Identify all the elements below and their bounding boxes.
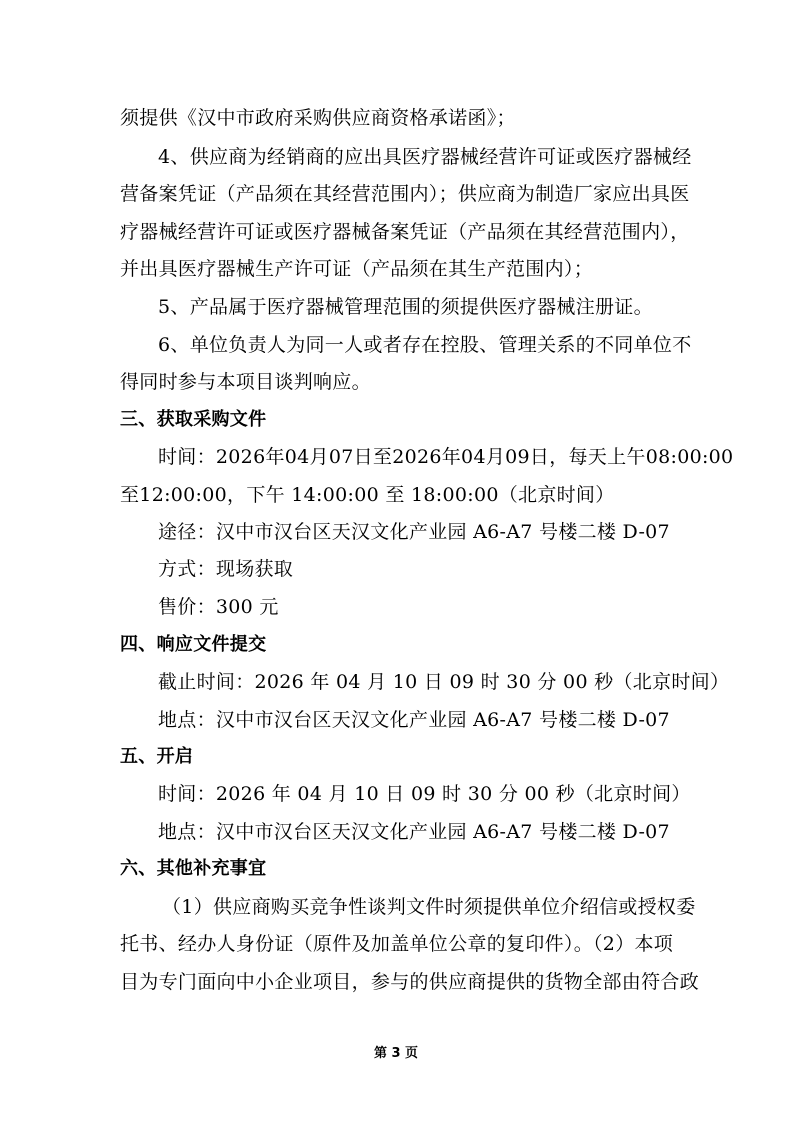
body-line: 疗器械经营许可证或医疗器械备案凭证（产品须在其经营范围内），: [120, 221, 690, 243]
section-heading-other-matters: 六、其他补充事宜: [120, 858, 267, 879]
obtain-method: 方式：现场获取: [158, 558, 294, 580]
obtain-route: 途径：汉中市汉台区天汉文化产业园 A6-A7 号楼二楼 D-07: [158, 521, 670, 543]
section-heading-obtain-documents: 三、获取采购文件: [120, 409, 267, 430]
page-number: 第 3 页: [373, 1046, 419, 1061]
other-matters-line: （1）供应商购买竞争性谈判文件时须提供单位介绍信或授权委: [162, 896, 696, 918]
body-line: 营备案凭证（产品须在其经营范围内）；供应商为制造厂家应出具医: [120, 183, 690, 205]
requirement-6-line: 6、单位负责人为同一人或者存在控股、管理关系的不同单位不: [158, 334, 692, 356]
obtain-time-line: 时间：2026年04月07日至2026年04月09日，每天上午08:00:00: [158, 446, 734, 468]
opening-location: 地点：汉中市汉台区天汉文化产业园 A6-A7 号楼二楼 D-07: [158, 821, 670, 843]
body-line: 得同时参与本项目谈判响应。: [120, 371, 371, 393]
other-matters-line: 目为专门面向中小企业项目，参与的供应商提供的货物全部由符合政: [120, 971, 700, 993]
document-price: 售价：300 元: [158, 596, 279, 618]
section-heading-opening: 五、开启: [120, 746, 194, 767]
section-heading-submission: 四、响应文件提交: [120, 634, 267, 655]
requirement-4-line: 4、供应商为经销商的应出具医疗器械经营许可证或医疗器械经: [158, 146, 692, 168]
other-matters-line: 托书、经办人身份证（原件及加盖单位公章的复印件）。（2）本项: [120, 933, 674, 955]
obtain-time-line-continued: 至12:00:00，下午 14:00:00 至 18:00:00（北京时间）: [120, 484, 615, 506]
opening-time: 时间：2026 年 04 月 10 日 09 时 30 分 00 秒（北京时间）: [158, 783, 691, 805]
body-line: 并出具医疗器械生产许可证（产品须在其生产范围内）；: [120, 258, 594, 280]
submission-location: 地点：汉中市汉台区天汉文化产业园 A6-A7 号楼二楼 D-07: [158, 709, 670, 731]
body-line: 须提供《汉中市政府采购供应商资格承诺函》；: [120, 107, 516, 129]
requirement-5-line: 5、产品属于医疗器械管理范围的须提供医疗器械注册证。: [158, 296, 653, 318]
submission-deadline: 截止时间：2026 年 04 月 10 日 09 时 30 分 00 秒（北京时间）: [158, 671, 730, 693]
